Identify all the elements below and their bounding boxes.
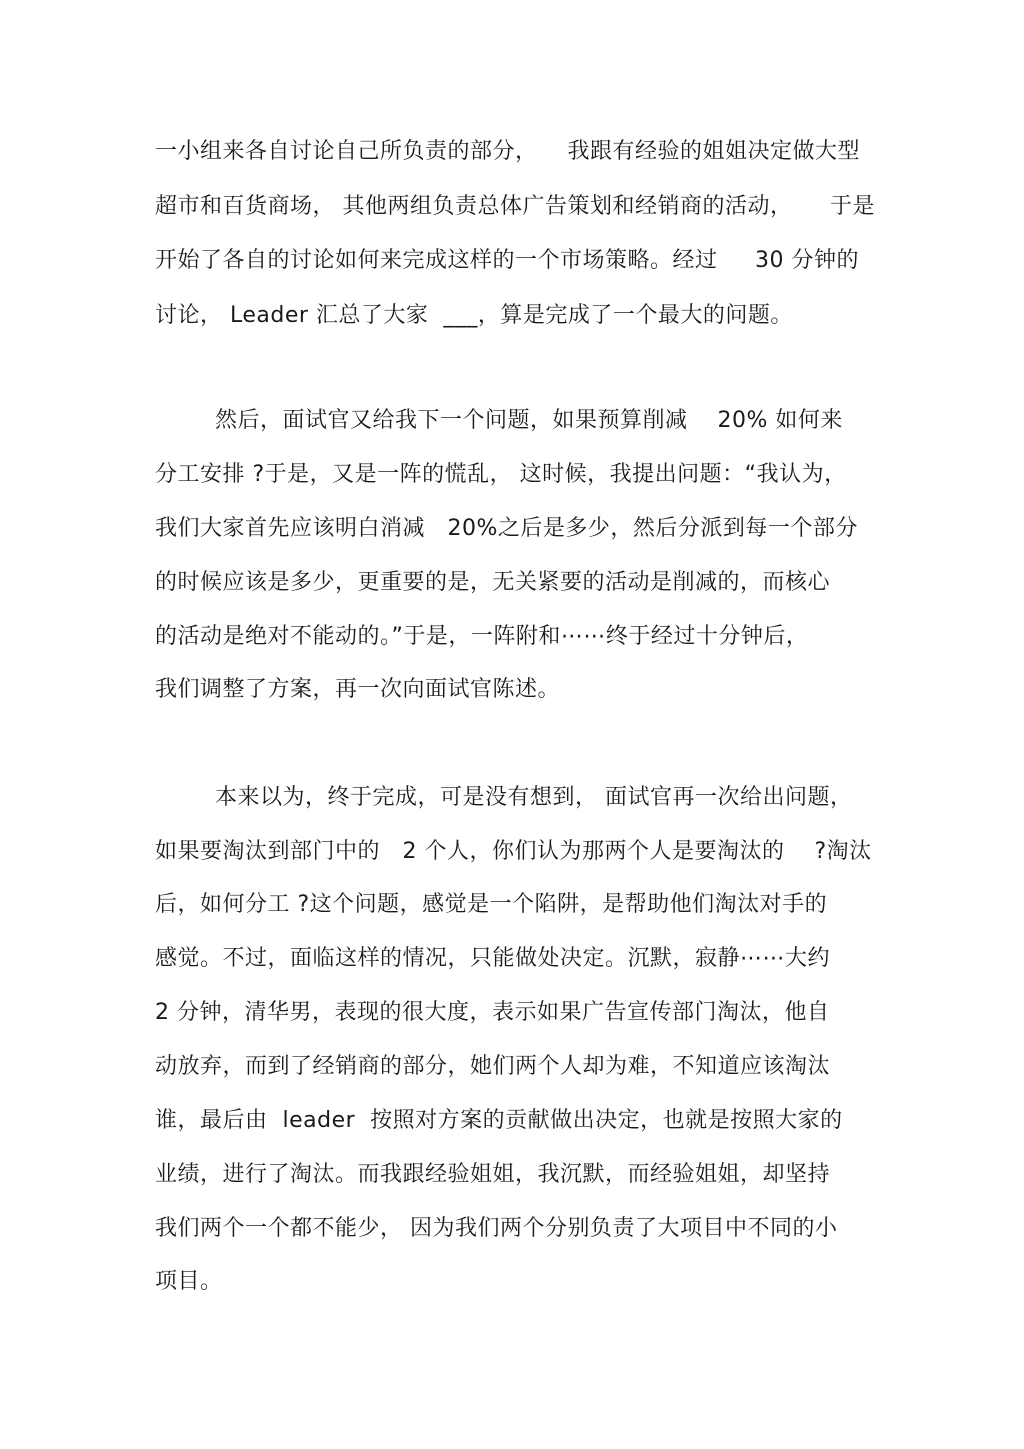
paragraph-2-line-4: 的时候应该是多少，更重要的是，无关紧要的活动是削减的，而核心 [155,570,831,595]
paragraph-1-line-1: 一小组来各自讨论自己所负责的部分， 我跟有经验的姐姐决定做大型 [155,139,860,164]
paragraph-3-line-6: 动放弃，而到了经销商的部分，她们两个人却为难，不知道应该淘汰 [155,1054,831,1079]
paragraph-1-line-3: 开始了各自的讨论如何来完成这样的一个市场策略。经过 30 分钟的 [155,248,859,273]
paragraph-3-line-5: 2 分钟，清华男，表现的很大度，表示如果广告宣传部门淘汰，他自 [155,1000,830,1025]
paragraph-1-line-4: 讨论， Leader 汇总了大家 ___，算是完成了一个最大的问题。 [155,303,793,328]
paragraph-3-line-3: 后，如何分工 ?这个问题，感觉是一个陷阱，是帮助他们淘汰对手的 [155,892,828,917]
paragraph-3-line-4: 感觉。不过，面临这样的情况，只能做处决定。沉默，寂静⋯⋯大约 [155,946,831,971]
paragraph-2-line-5: 的活动是绝对不能动的。”于是，一阵附和⋯⋯终于经过十分钟后， [155,624,809,649]
paragraph-3-line-10: 项目。 [155,1269,223,1294]
paragraph-3-line-7: 谁，最后由 leader 按照对方案的贡献做出决定，也就是按照大家的 [155,1108,843,1133]
paragraph-2-line-1: 然后，面试官又给我下一个问题，如果预算削减 20% 如何来 [215,408,843,433]
paragraph-3-line-1: 本来以为，终于完成，可是没有想到， 面试官再一次给出问题， [215,785,853,810]
paragraph-3-line-9: 我们两个一个都不能少， 因为我们两个分别负责了大项目中不同的小 [155,1216,838,1241]
paragraph-2-line-6: 我们调整了方案，再一次向面试官陈述。 [155,677,561,702]
paragraph-3-line-2: 如果要淘汰到部门中的 2 个人，你们认为那两个人是要淘汰的 ?淘汰 [155,839,872,864]
paragraph-1-line-2: 超市和百货商场， 其他两组负责总体广告策划和经销商的活动， 于是 [155,194,875,219]
paragraph-2-line-3: 我们大家首先应该明白消减 20%之后是多少，然后分派到每一个部分 [155,516,858,541]
paragraph-2-line-2: 分工安排 ?于是，又是一阵的慌乱， 这时候，我提出问题：“我认为， [155,462,847,487]
paragraph-3-line-8: 业绩，进行了淘汰。而我跟经验姐姐，我沉默，而经验姐姐，却坚持 [155,1162,831,1187]
